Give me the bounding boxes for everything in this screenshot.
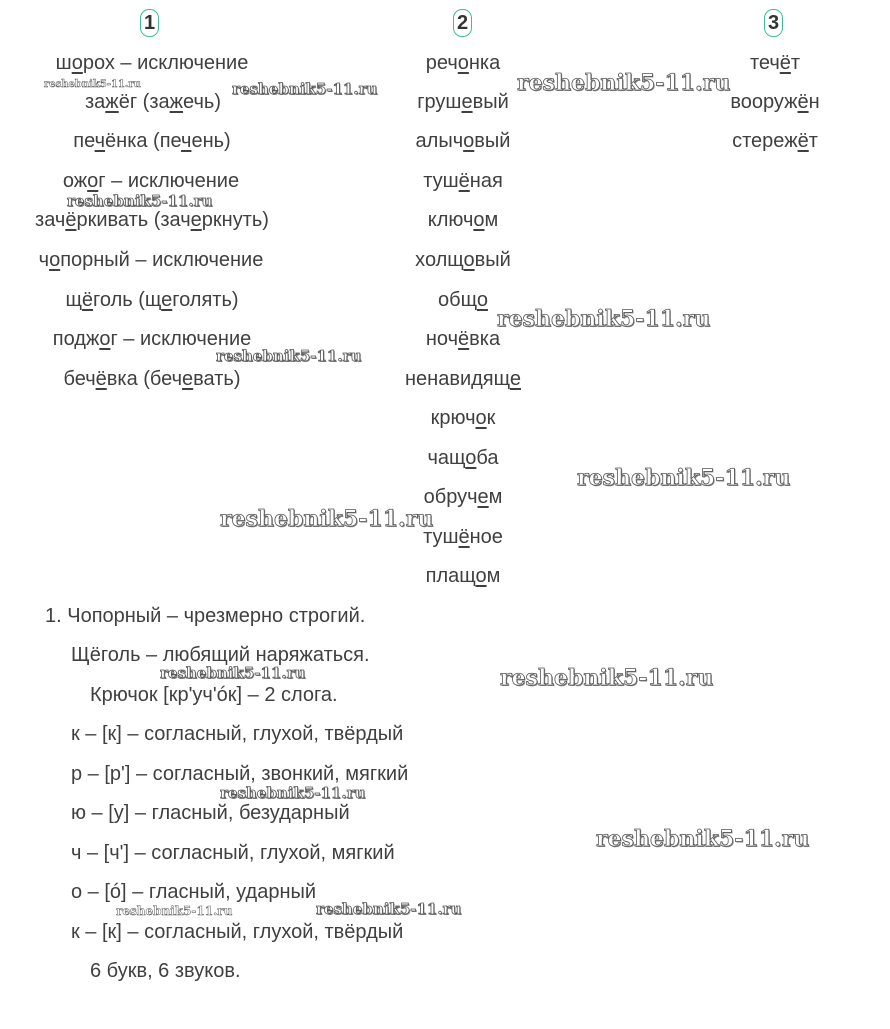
- word-item: печёнка (печень): [73, 130, 231, 152]
- watermark: reshebnik5-11.ru: [116, 904, 233, 918]
- watermark: reshebnik5-11.ru: [316, 900, 462, 918]
- column-2-number-badge: 2: [453, 9, 472, 37]
- word-item: ожог – исключение: [62, 170, 240, 192]
- note-line: к – [к] – согласный, глухой, твёрдый: [71, 723, 404, 745]
- watermark: reshebnik5-11.ru: [220, 784, 366, 802]
- word-item: стережёт: [732, 130, 818, 152]
- watermark: reshebnik5-11.ru: [216, 347, 362, 365]
- word-item: речонка: [425, 52, 501, 74]
- word-item: алычовый: [415, 130, 511, 152]
- word-item: зажёг (зажечь): [85, 91, 221, 113]
- watermark: reshebnik5-11.ru: [497, 306, 711, 332]
- word-item: бечёвка (бечевать): [63, 368, 241, 390]
- word-item: холщовый: [415, 249, 511, 271]
- note-line: Щёголь – любящий наряжаться.: [71, 644, 370, 666]
- word-item: шорох – исключение: [55, 52, 249, 74]
- word-item: щёголь (щеголять): [65, 289, 239, 311]
- word-item: тушёное: [423, 526, 503, 548]
- word-item: грушевый: [417, 91, 509, 113]
- word-item: ключом: [427, 209, 499, 231]
- watermark: reshebnik5-11.ru: [232, 80, 378, 98]
- note-line: р – [р'] – согласный, звонкий, мягкий: [71, 763, 409, 785]
- note-line: о – [ó] – гласный, ударный: [71, 881, 317, 903]
- word-item: общо: [438, 289, 488, 311]
- column-3-number-badge: 3: [764, 9, 783, 37]
- note-line: ю – [у] – гласный, безударный: [71, 802, 350, 824]
- word-item: крючок: [430, 407, 496, 429]
- column-1-number-badge: 1: [140, 9, 159, 37]
- note-line: к – [к] – согласный, глухой, твёрдый: [71, 921, 404, 943]
- word-item: плащом: [425, 565, 501, 587]
- word-item: обручем: [423, 486, 503, 508]
- word-item: поджог – исключение: [52, 328, 252, 350]
- word-item: чащоба: [427, 447, 499, 469]
- watermark: reshebnik5-11.ru: [577, 465, 791, 491]
- word-item: ненавидяще: [405, 368, 521, 390]
- watermark: reshebnik5-11.ru: [220, 506, 434, 532]
- word-item: ночёвка: [425, 328, 501, 350]
- watermark: reshebnik5-11.ru: [517, 70, 731, 96]
- watermark: reshebnik5-11.ru: [596, 826, 810, 852]
- watermark: reshebnik5-11.ru: [44, 79, 141, 90]
- watermark: reshebnik5-11.ru: [500, 665, 714, 691]
- watermark: reshebnik5-11.ru: [67, 192, 213, 210]
- word-item: вооружён: [730, 91, 820, 113]
- note-line: 6 букв, 6 звуков.: [90, 960, 241, 982]
- note-line: Крючок [кр'уч'óк] – 2 слога.: [90, 684, 338, 706]
- note-line: ч – [ч'] – согласный, глухой, мягкий: [71, 842, 395, 864]
- watermark: reshebnik5-11.ru: [160, 664, 306, 682]
- word-item: тушёная: [423, 170, 503, 192]
- word-item: течёт: [749, 52, 801, 74]
- word-item: чопорный – исключение: [38, 249, 264, 271]
- word-item: зачёркивать (зачеркнуть): [35, 209, 269, 231]
- note-line: 1. Чопорный – чрезмерно строгий.: [45, 605, 366, 627]
